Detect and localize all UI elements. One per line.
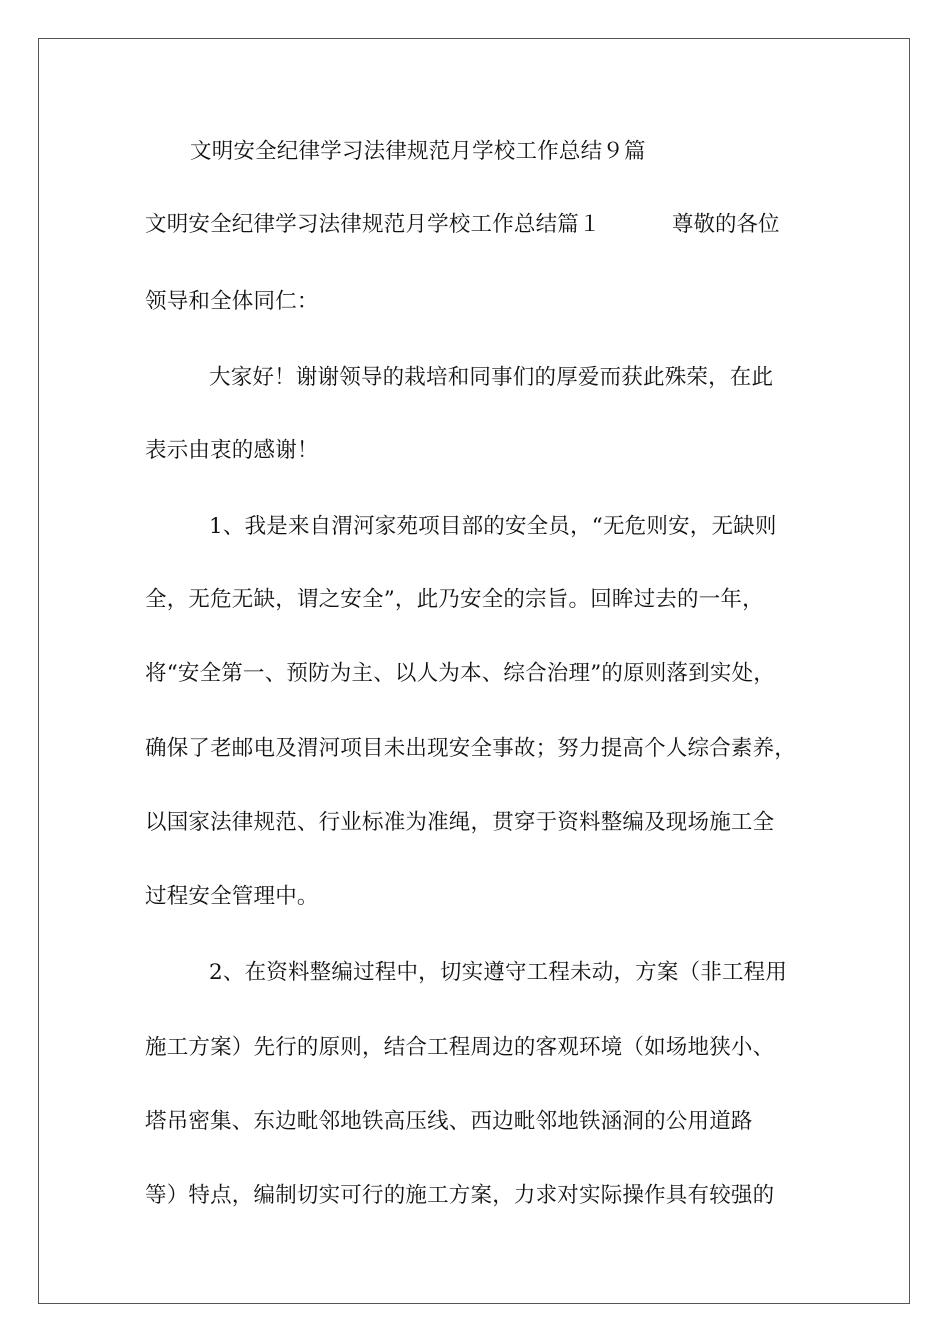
body-line: 塔吊密集、东边毗邻地铁高压线、西边毗邻地铁涵洞的公用道路: [145, 1109, 753, 1134]
body-line: 2、在资料整编过程中，切实遵守工程未动，方案（非工程用: [209, 960, 788, 985]
document-title: 文明安全纪律学习法律规范月学校工作总结９篇: [190, 139, 646, 164]
body-line: 大家好！谢谢领导的栽培和同事们的厚爱而获此殊荣，在此: [209, 365, 774, 390]
body-line: 确保了老邮电及渭河项目未出现安全事故；努力提高个人综合素养，: [145, 736, 797, 761]
body-line: 施工方案）先行的原则，结合工程周边的客观环境（如场地狭小、: [145, 1035, 775, 1060]
salutation-start: 尊敬的各位: [672, 212, 780, 237]
section-heading: 文明安全纪律学习法律规范月学校工作总结篇１: [145, 212, 601, 237]
body-line: 过程安全管理中。: [145, 884, 319, 909]
body-line: 以国家法律规范、行业标准为准绳，贯穿于资料整编及现场施工全: [145, 810, 775, 835]
body-line: 表示由衷的感谢！: [145, 438, 319, 463]
body-line: 将“安全第一、预防为主、以人为本、综合治理”的原则落到实处，: [145, 661, 775, 686]
body-line: 等）特点，编制切实可行的施工方案，力求对实际操作具有较强的: [145, 1183, 775, 1208]
body-line: 领导和全体同仁：: [145, 289, 319, 314]
body-line: 1、我是来自渭河家苑项目部的安全员，“无危则安，无缺则: [209, 514, 777, 539]
body-line: 全，无危无缺，谓之安全”，此乃安全的宗旨。回眸过去的一年，: [145, 587, 764, 612]
